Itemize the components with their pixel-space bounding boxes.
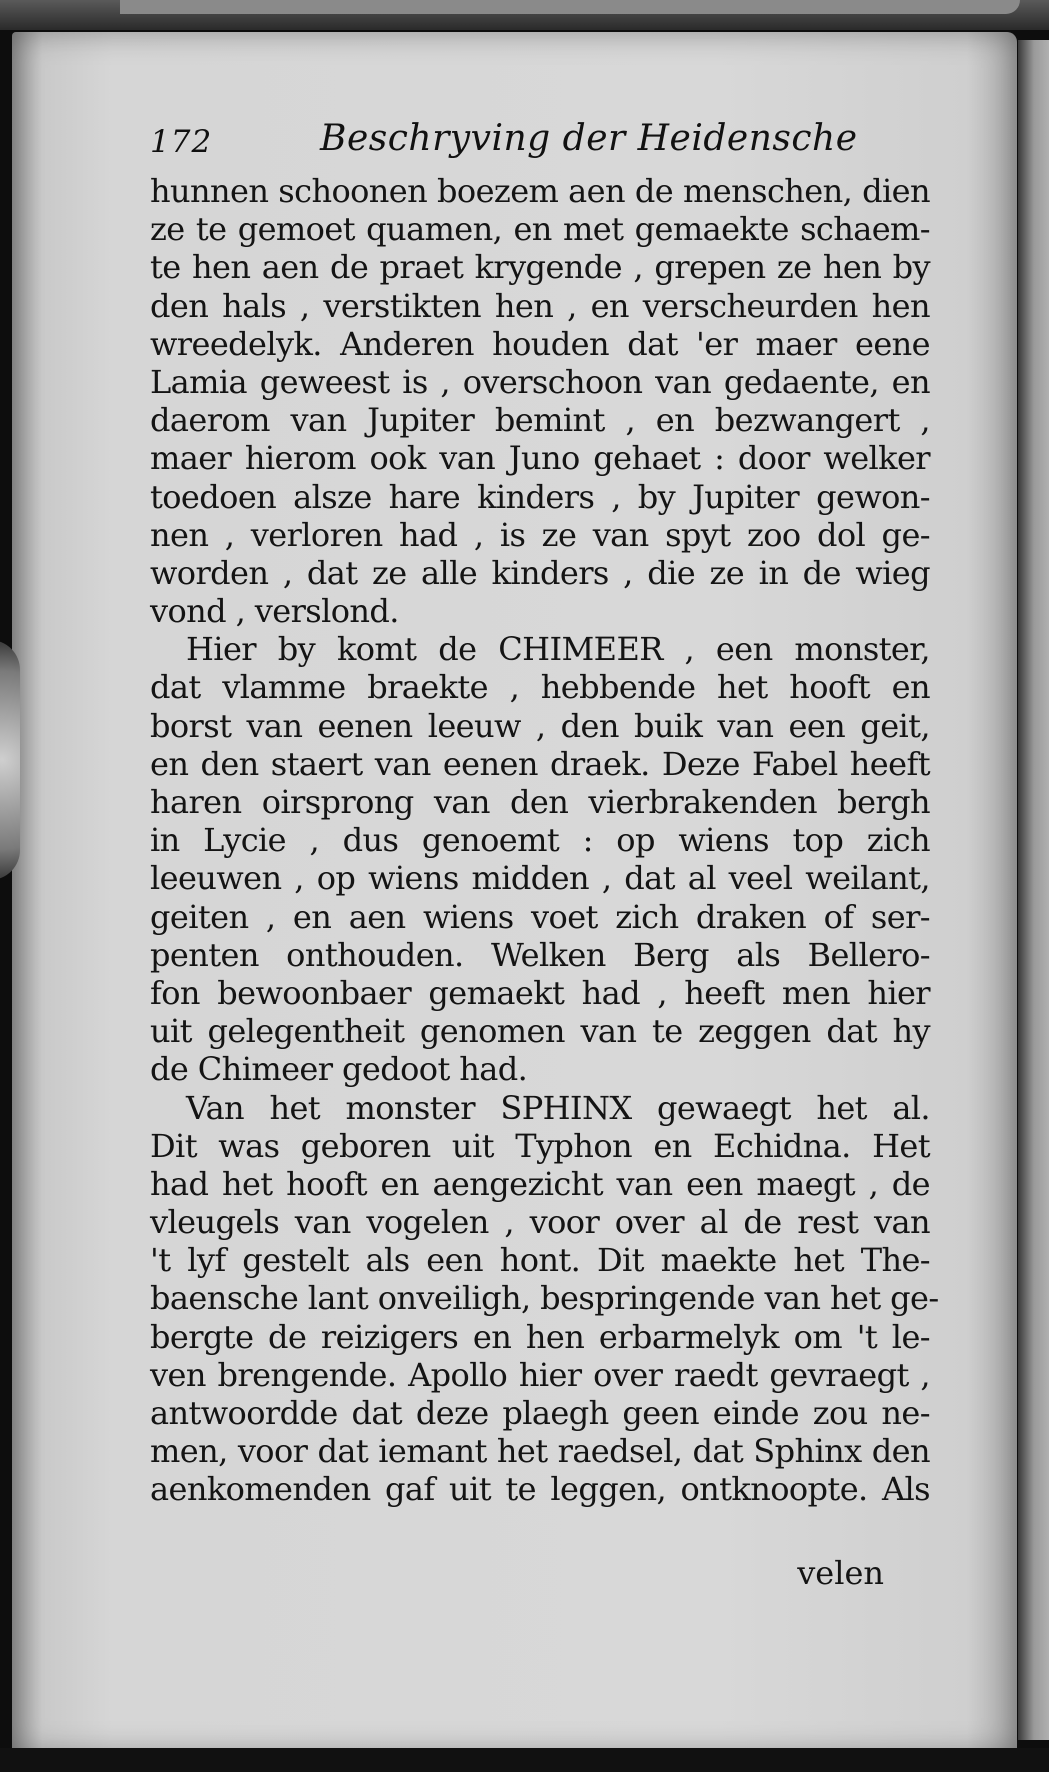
text-line: maer hierom ook van Juno gehaet : door welker [150, 439, 930, 478]
text-line: bergte de reizigers en hen erbarmelyk om 't le- [150, 1317, 930, 1356]
text-line: ze te gemoet quamen, en met gemaekte schaem- [150, 210, 930, 249]
adjacent-page-edge [1018, 40, 1049, 1740]
text-line: wreedelyk. Anderen houden dat 'er maer eene [150, 324, 930, 363]
body-text [150, 172, 939, 1509]
text-line: 't lyf gestelt als een hont. Dit maekte het The- [150, 1241, 930, 1280]
text-line: penten onthouden. Welken Berg als Bellero- [150, 935, 930, 974]
text-line: daerom van Jupiter bemint , en bezwangert , [150, 401, 930, 440]
text-line: vleugels van vogelen , voor over al de rest van [150, 1203, 930, 1242]
text-line: in Lycie , dus genoemt : op wiens top zich [150, 821, 930, 860]
text-line: aenkomenden gaf uit te leggen, ontknoopte. Als [150, 1470, 930, 1509]
text-line: Hier by komt de CHIMEER , een monster, [186, 630, 930, 669]
catchword: velen [797, 1554, 884, 1592]
top-paper-edge [120, 0, 1020, 14]
text-line: toedoen alsze hare kinders , by Jupiter gewon- [150, 477, 930, 516]
text-line: worden , dat ze alle kinders , die ze in de wieg [150, 553, 930, 592]
text-line: uit gelegentheit genomen van te zeggen dat hy [150, 1012, 930, 1051]
text-line: en den staert van eenen draek. Deze Fabel heeft [150, 744, 930, 783]
top-dark-strip [0, 0, 1049, 30]
text-line: geiten , en aen wiens voet zich draken of ser- [150, 897, 930, 936]
text-line: hunnen schoonen boezem aen de menschen, dien [150, 172, 930, 210]
text-line: baensche lant onveiligh, bespringende van het ge- [150, 1279, 939, 1318]
text-line: had het hooft en aengezicht van een maegt , de [150, 1164, 930, 1203]
text-line: den hals , verstikten hen , en verscheurden hen [150, 286, 930, 325]
page-header [150, 118, 910, 164]
text-line: vond , verslond. [150, 592, 399, 631]
text-line: borst van eenen leeuw , den buik van een geit, [150, 706, 930, 745]
text-line: Lamia geweest is , overschoon van gedaente, en [150, 362, 930, 401]
bottom-dark-band [0, 1748, 1049, 1772]
text-line: leeuwen , op wiens midden , dat al veel weilant, [150, 859, 930, 898]
text-line: nen , verloren had , is ze van spyt zoo dol ge- [150, 515, 930, 554]
thumb-shadow [0, 640, 20, 880]
text-line: men, voor dat iemant het raedsel, dat Sphinx den [150, 1432, 930, 1471]
text-line: dat vlamme braekte , hebbende het hooft en [150, 668, 930, 707]
text-line: Dit was geboren uit Typhon en Echidna. Het [150, 1126, 930, 1165]
text-line: antwoordde dat deze plaegh geen einde zou ne- [150, 1394, 930, 1432]
text-line: Van het monster SPHINX gewaegt het al. [186, 1088, 930, 1127]
text-line: haren oirsprong van den vierbrakenden bergh [150, 783, 930, 821]
running-head: Beschryving der Heidensche [320, 118, 858, 159]
text-line: de Chimeer gedoot had. [150, 1050, 528, 1089]
page-number: 172 [150, 124, 213, 160]
text-line: te hen aen de praet krygende , grepen ze hen by [150, 248, 930, 287]
text-line: ven brengende. Apollo hier over raedt gevraegt , [150, 1355, 930, 1394]
text-line: fon bewoonbaer gemaekt had , heeft men hier [150, 973, 930, 1012]
